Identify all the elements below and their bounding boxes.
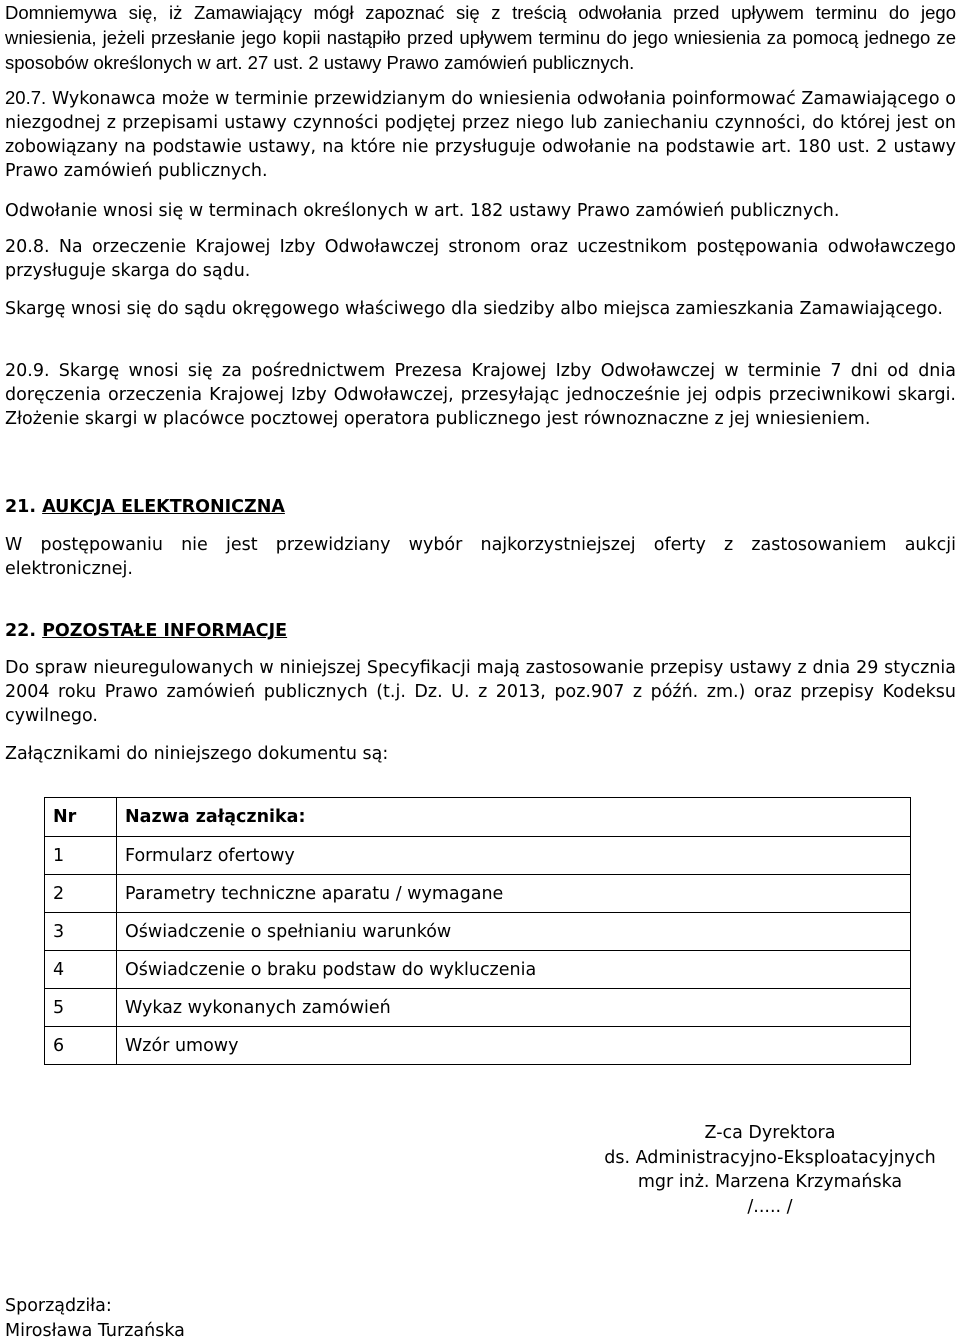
paragraph-complaint-court: Skargę wnosi się do sądu okręgowego właściwego dla siedziby albo miejsca zamieszkania Zamawiającego. [5, 297, 943, 321]
signature-placeholder: /..... / [560, 1195, 960, 1220]
paragraph-20-8: 20.8. Na orzeczenie Krajowej Izby Odwoławczej stronom oraz uczestnikom postępowania odwoławczego przysługuje skarga do sądu. [5, 235, 956, 283]
paragraph-20-7-text: Wykonawca może w terminie przewidzianym do wniesienia odwołania poinformować Zamawiającego o niezgodnej z przepisami ustawy czynności podjętej przez niego lub zaniechaniu czynności, do której jest on zobowiązany na podstawie ustawy, na które nie przysługuje odwołanie na podstawie art. 180 ust. 2 ustawy Prawo zamówień publicznych. [5, 89, 956, 181]
signature-name: mgr inż. Marzena Krzymańska [560, 1170, 960, 1195]
column-header-name: Nazwa załącznika: [117, 798, 911, 837]
section-22-heading [5, 619, 287, 643]
section-22-text: Do spraw nieuregulowanych w niniejszej Specyfikacji mają zastosowanie przepisy ustawy z dnia 29 stycznia 2004 roku Prawo zamówień publicznych (t.j. Dz. U. z 2013, poz.907 z późń. zm.) oraz przepisy Kodeksu cywilnego. [5, 656, 956, 728]
section-22-title: POZOSTAŁE INFORMACJE [42, 621, 287, 641]
paragraph-objection-deadlines: Odwołanie wnosi się w terminach określonych w art. 182 ustawy Prawo zamówień publicznych. [5, 199, 839, 223]
signature-block [560, 1121, 960, 1219]
table-row [45, 837, 911, 875]
signature-position: Z-ca Dyrektora [560, 1121, 960, 1146]
table-cell-name: Wykaz wykonanych zamówień [117, 989, 911, 1027]
attachments-table [44, 797, 911, 1065]
table-cell-nr: 2 [45, 875, 117, 913]
paragraph-20-7-number: 20.7. [5, 87, 46, 108]
table-cell-nr: 5 [45, 989, 117, 1027]
table-cell-nr: 4 [45, 951, 117, 989]
table-header-row [45, 798, 911, 837]
table-row [45, 875, 911, 913]
table-cell-nr: 1 [45, 837, 117, 875]
attachments-intro: Załącznikami do niniejszego dokumentu są: [5, 742, 388, 766]
table-row [45, 1027, 911, 1065]
paragraph-20-7 [5, 86, 956, 183]
column-header-nr: Nr [45, 798, 117, 837]
table-row [45, 913, 911, 951]
signature-department: ds. Administracyjno-Eksploatacyjnych [560, 1146, 960, 1171]
table-cell-name: Oświadczenie o spełnianiu warunków [117, 913, 911, 951]
table-cell-nr: 3 [45, 913, 117, 951]
table-cell-name: Wzór umowy [117, 1027, 911, 1065]
paragraph-20-9: 20.9. Skargę wnosi się za pośrednictwem Prezesa Krajowej Izby Odwoławczej w terminie 7 dni od dnia doręczenia orzeczenia Krajowej Izby Odwoławczej, przesyłając jednocześnie jej odpis przeciwnikowi skargi. Złożenie skargi w placówce pocztowej operatora publicznego jest równoznaczne z jej wniesieniem. [5, 359, 956, 431]
table-cell-nr: 6 [45, 1027, 117, 1065]
table-row [45, 989, 911, 1027]
section-21-title: AUKCJA ELEKTRONICZNA [42, 497, 285, 517]
prepared-by-block [5, 1294, 185, 1343]
table-cell-name: Parametry techniczne aparatu / wymagane [117, 875, 911, 913]
section-22-number: 22. [5, 621, 36, 641]
table-row [45, 951, 911, 989]
table-cell-name: Formularz ofertowy [117, 837, 911, 875]
section-21-number: 21. [5, 497, 36, 517]
section-21-heading [5, 495, 285, 519]
section-21-text: W postępowaniu nie jest przewidziany wybór najkorzystniejszej oferty z zastosowaniem aukcji elektronicznej. [5, 533, 956, 581]
prepared-by-label: Sporządziła: [5, 1294, 185, 1319]
prepared-by-name: Mirosława Turzańska [5, 1319, 185, 1343]
paragraph-objection-notice: Domniemywa się, iż Zamawiający mógł zapoznać się z treścią odwołania przed upływem terminu do jego wniesienia, jeżeli przesłanie jego kopii nastąpiło przed upływem terminu do jego wniesienia za pomocą jednego ze sposobów określonych w art. 27 ust. 2 ustawy Prawo zamówień publicznych. [5, 0, 956, 75]
table-cell-name: Oświadczenie o braku podstaw do wykluczenia [117, 951, 911, 989]
